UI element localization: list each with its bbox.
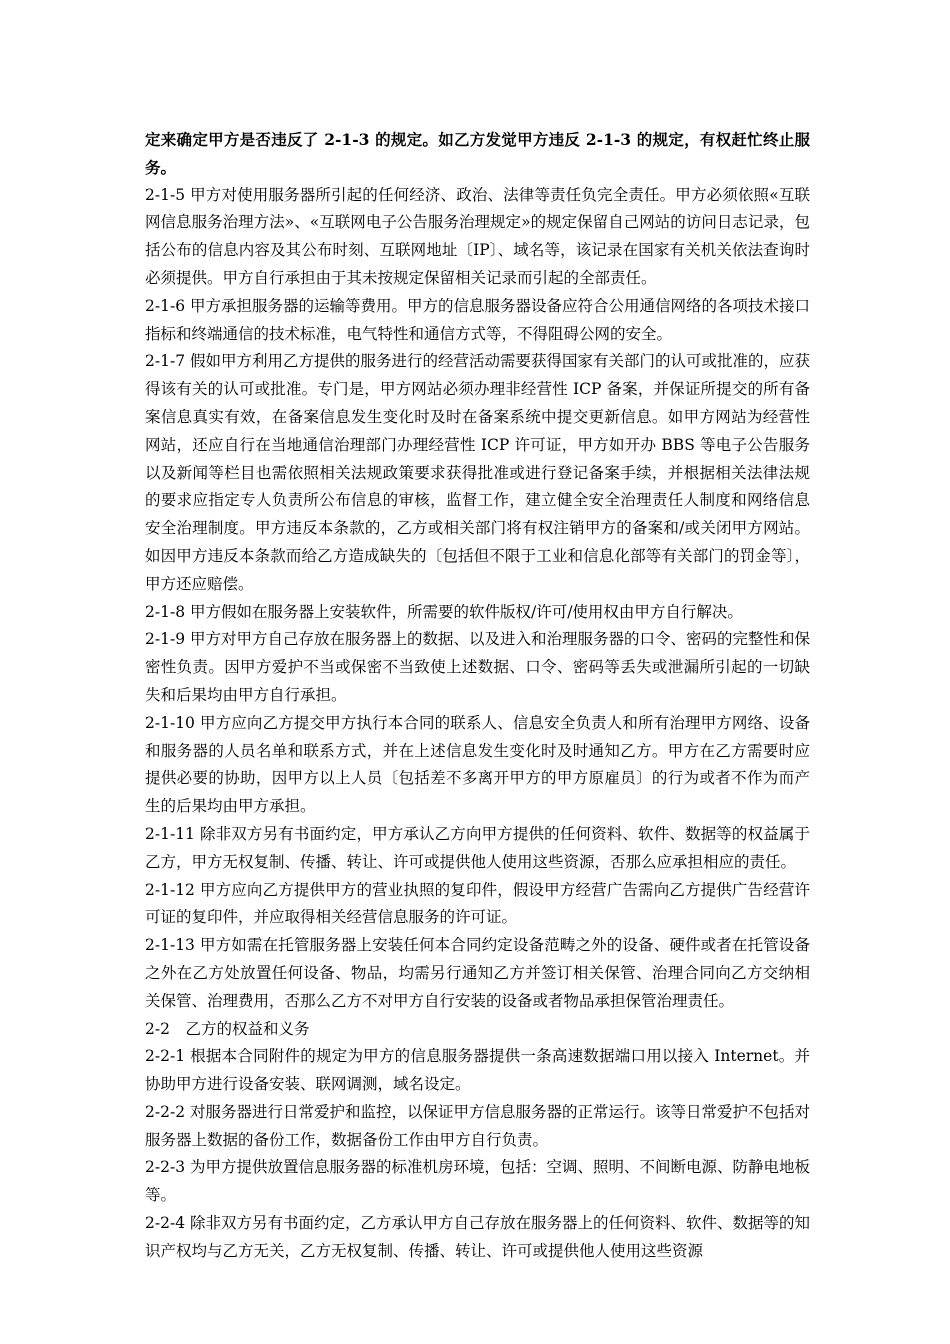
clause-2-2-3: 2-2-3 为甲方提供放置信息服务器的标准机房环境，包括：空调、照明、不间断电源、防静电地板等。 [145, 1158, 810, 1205]
clause-2-2-2: 2-2-2 对服务器进行日常爱护和监控，以保证甲方信息服务器的正常运行。该等日常爱护不包括对服务器上数据的备份工作，数据备份工作由甲方自行负责。 [145, 1102, 810, 1149]
clause-2-1-5: 2-1-5 甲方对使用服务器所引起的任何经济、政治、法律等责任负完全责任。甲方必须依照«互联网信息服务治理方法»、«互联网电子公告服务治理规定»的规定保留自己网站的访问日志记录，包括公布的信息内容及其公布时刻、互联网地址〔IP〕、域名等，该记录在国家有关机关依法查询时必须提供。甲方自行承担由于其未按规定保留相关记录而引起的全部责任。 [145, 185, 810, 287]
clause-2-1-12: 2-1-12 甲方应向乙方提供甲方的营业执照的复印件，假设甲方经营广告需向乙方提供广告经营许可证的复印件，并应取得相关经营信息服务的许可证。 [145, 880, 810, 927]
clause-2-1-10: 2-1-10 甲方应向乙方提交甲方执行本合同的联系人、信息安全负责人和所有治理甲方网络、设备和服务器的人员名单和联系方式，并在上述信息发生变化时及时通知乙方。甲方在乙方需要时应提供必要的协助，因甲方以上人员〔包括差不多离开甲方的甲方原雇员〕的行为或者不作为而产生的后果均由甲方承担。 [145, 713, 810, 816]
clause-2-1-8: 2-1-8 甲方假如在服务器上安装软件，所需要的软件版权/许可/使用权由甲方自行解决。 [145, 602, 743, 621]
paragraph-continuation: 定来确定甲方是否违反了 2-1-3 的规定。如乙方发觉甲方违反 2-1-3 的规定，有权赶忙终止服务。 [145, 130, 810, 177]
clause-2-1-9: 2-1-9 甲方对甲方自己存放在服务器上的数据、以及进入和治理服务器的口令、密码的完整性和保密性负责。因甲方爱护不当或保密不当致使上述数据、口令、密码等丢失或泄漏所引起的一切缺失和后果均由甲方自行承担。 [145, 630, 810, 704]
document-page [145, 126, 810, 1266]
clause-2-1-6: 2-1-6 甲方承担服务器的运输等费用。甲方的信息服务器设备应符合公用通信网络的各项技术接口指标和终端通信的技术标准，电气特性和通信方式等，不得阻碍公网的安全。 [145, 296, 810, 343]
clause-2-1-7: 2-1-7 假如甲方利用乙方提供的服务进行的经营活动需要获得国家有关部门的认可或批准的，应获得该有关的认可或批准。专门是，甲方网站必须办理非经营性 ICP 备案，并保证所提交的所有备案信息真实有效，在备案信息发生变化时及时在备案系统中提交更新信息。如甲方网站为经营性网站，还应自行在当地通信治理部门办理经营性 ICP 许可证，甲方如开办 BBS 等电子公告服务以及新闻等栏目也需依照相关法规政策要求获得批准或进行登记备案手续，并根据相关法律法规的要求应指定专人负责所公布信息的审核，监督工作，建立健全安全治理责任人制度和网络信息安全治理制度。甲方违反本条款的，乙方或相关部门将有权注销甲方的备案和/或关闭甲方网站。如因甲方违反本条款而给乙方造成缺失的〔包括但不限于工业和信息化部等有关部门的罚金等〕，甲方还应赔偿。 [145, 352, 810, 593]
section-heading-2-2: 2-2 乙方的权益和义务 [145, 1019, 310, 1038]
clause-2-1-11: 2-1-11 除非双方另有书面约定，甲方承认乙方向甲方提供的任何资料、软件、数据等的权益属于乙方，甲方无权复制、传播、转让、许可或提供他人使用这些资源，否那么应承担相应的责任。 [145, 824, 810, 871]
clause-2-2-4: 2-2-4 除非双方另有书面约定，乙方承认甲方自己存放在服务器上的任何资料、软件、数据等的知识产权均与乙方无关，乙方无权复制、传播、转让、许可或提供他人使用这些资源 [145, 1214, 810, 1260]
clause-2-1-13: 2-1-13 甲方如需在托管服务器上安装任何本合同约定设备范畴之外的设备、硬件或者在托管设备之外在乙方处放置任何设备、物品，均需另行通知乙方并签订相关保管、治理合同向乙方交纳相关保管、治理费用，否那么乙方不对甲方自行安装的设备或者物品承担保管治理责任。 [145, 936, 810, 1010]
clause-2-2-1: 2-2-1 根据本合同附件的规定为甲方的信息服务器提供一条高速数据端口用以接入 Internet。并协助甲方进行设备安装、联网调测，域名设定。 [145, 1047, 810, 1094]
